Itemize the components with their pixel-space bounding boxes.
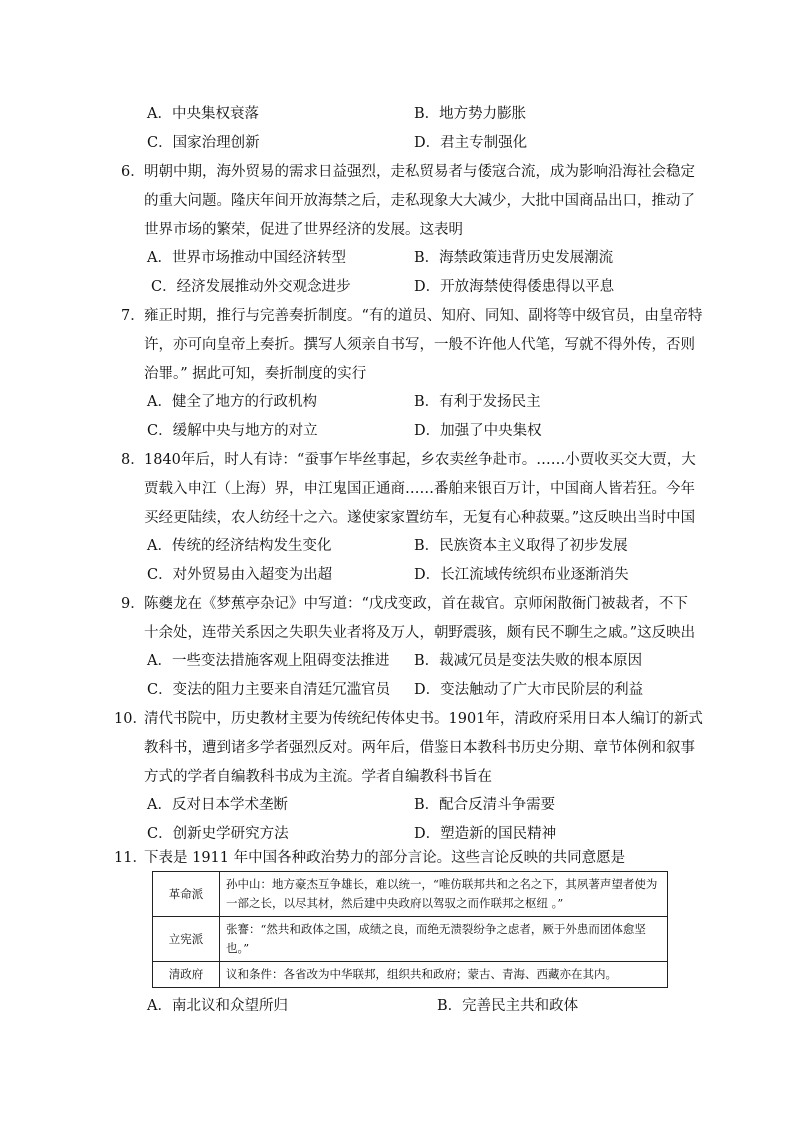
q9-stem-line-2: 十余处，连带关系因之失职失业者将及万人，朝野震骇，颇有民不聊生之戚。”这反映出 bbox=[144, 625, 696, 641]
q5-option-a[interactable]: A．中央集权衰落 bbox=[147, 106, 259, 122]
q8-option-c[interactable]: C．对外贸易由入超变为出超 bbox=[147, 567, 333, 583]
q7-stem-line-2: 许，亦可向皇帝上奏折。撰写人须亲自书写，一般不许他人代笔，写就不得外传，否则 bbox=[144, 337, 695, 353]
q8-number: 8． bbox=[121, 452, 145, 468]
q10-option-c[interactable]: C．创新史学研究方法 bbox=[147, 826, 289, 842]
q8-option-b[interactable]: B．民族资本主义取得了初步发展 bbox=[414, 538, 628, 554]
q10-stem-line-1: 清代书院中，历史教材主要为传统纪传体史书。1901年，清政府采用日本人编订的新式 bbox=[144, 711, 703, 727]
q5-option-c[interactable]: C．国家治理创新 bbox=[147, 135, 260, 151]
q11-option-a[interactable]: A．南北议和众望所归 bbox=[147, 998, 288, 1014]
table-row bbox=[153, 872, 668, 917]
q7-stem-line-1: 雍正时期，推行与完善奏折制度。“有的道员、知府、同知、副将等中级官员，由皇帝特 bbox=[144, 308, 703, 324]
q11-option-b[interactable]: B．完善民主共和政体 bbox=[437, 998, 579, 1014]
q10-option-a[interactable]: A．反对日本学术垄断 bbox=[147, 797, 288, 813]
q6-stem-line-2: 的重大问题。隆庆年间开放海禁之后，走私现象大大减少，大批中国商品出口，推动了 bbox=[144, 193, 695, 209]
q6-option-d[interactable]: D．开放海禁使得倭患得以平息 bbox=[414, 279, 615, 295]
q6-option-c[interactable]: C．经济发展推动外交观念进步 bbox=[151, 279, 351, 295]
q5-option-d[interactable]: D．君主专制强化 bbox=[414, 135, 528, 151]
q7-option-c[interactable]: C．缓解中央与地方的对立 bbox=[147, 423, 318, 439]
q5-option-b[interactable]: B．地方势力膨胀 bbox=[414, 106, 527, 122]
q9-number: 9． bbox=[121, 596, 145, 612]
q10-option-d[interactable]: D．塑造新的国民精神 bbox=[414, 826, 557, 842]
q11-number: 11． bbox=[114, 850, 147, 866]
q10-option-b[interactable]: B．配合反清斗争需要 bbox=[414, 797, 556, 813]
q8-stem-line-1: 1840年后，时人有诗：“蚕事乍毕丝事起，乡农卖丝争赴市。……小贾收买交大贾，大 bbox=[144, 452, 696, 468]
table-cell-label: 革命派 bbox=[153, 872, 220, 917]
table-cell-text: 议和条件：各省改为中华联邦，组织共和政府；蒙古、青海、西藏亦在其内。 bbox=[220, 962, 668, 988]
table-cell-text: 张謇：“然共和政体之国，成绩之良，而绝无溃裂纷争之虑者，厥于外患而团体愈坚也。” bbox=[220, 917, 668, 962]
q10-stem-line-2: 教科书，遭到诸多学者强烈反对。两年后，借鉴日本教科书历史分期、章节体例和叙事 bbox=[144, 740, 695, 756]
q11-stem: 下表是 1911 年中国各种政治势力的部分言论。这些言论反映的共同意愿是 bbox=[144, 850, 626, 866]
q9-option-d[interactable]: D．变法触动了广大市民阶层的利益 bbox=[414, 682, 644, 698]
table-row bbox=[153, 917, 668, 962]
q10-number: 10． bbox=[114, 711, 147, 727]
q7-stem-line-3: 治罪。” 据此可知，奏折制度的实行 bbox=[144, 366, 367, 382]
table-cell-label: 立宪派 bbox=[153, 917, 220, 962]
q6-stem-line-1: 明朝中期，海外贸易的需求日益强烈，走私贸易者与倭寇合流，成为影响沿海社会稳定 bbox=[144, 164, 695, 180]
q7-number: 7． bbox=[121, 308, 145, 324]
q9-option-c[interactable]: C．变法的阻力主要来自清廷冗滥官员 bbox=[147, 682, 391, 698]
q10-stem-line-3: 方式的学者自编教科书成为主流。学者自编教科书旨在 bbox=[144, 769, 492, 785]
table-row bbox=[153, 962, 668, 988]
q11-quotes-table bbox=[152, 871, 668, 988]
q9-option-b[interactable]: B．裁减冗员是变法失败的根本原因 bbox=[414, 653, 643, 669]
table-cell-text: 孙中山：地方豪杰互争雄长，难以统一，“唯仿联邦共和之名之下，其夙著声望者使为一部之长，以尽其材，然后建中央政府以驾驭之而作联邦之枢纽 。” bbox=[220, 872, 668, 917]
table-cell-label: 清政府 bbox=[153, 962, 220, 988]
q6-number: 6． bbox=[121, 164, 145, 180]
q8-stem-line-2: 贾载入申江（上海）界，申江鬼国正通商……番舶来银百万计，中国商人皆若狂。今年 bbox=[144, 481, 695, 497]
q7-option-a[interactable]: A．健全了地方的行政机构 bbox=[147, 394, 317, 410]
q9-stem-line-1: 陈夔龙在《梦蕉亭杂记》中写道：“戊戌变政，首在裁官。京师闲散衙门被裁者，不下 bbox=[144, 596, 688, 612]
q8-option-d[interactable]: D．长江流域传统织布业逐渐消失 bbox=[414, 567, 629, 583]
q8-stem-line-3: 买经更陆续，农人纺经十之六。遂使家家置纺车，无复有心种菽粟。”这反映出当时中国 bbox=[144, 510, 696, 526]
q6-stem-line-3: 世界市场的繁荣，促进了世界经济的发展。这表明 bbox=[144, 222, 463, 238]
q8-option-a[interactable]: A．传统的经济结构发生变化 bbox=[147, 538, 332, 554]
q6-option-a[interactable]: A．世界市场推动中国经济转型 bbox=[147, 250, 346, 266]
q7-option-b[interactable]: B．有利于发扬民主 bbox=[414, 394, 541, 410]
q7-option-d[interactable]: D．加强了中央集权 bbox=[414, 423, 542, 439]
q6-option-b[interactable]: B．海禁政策违背历史发展潮流 bbox=[414, 250, 614, 266]
q9-option-a[interactable]: A．一些变法措施客观上阻碍变法推进 bbox=[147, 653, 390, 669]
